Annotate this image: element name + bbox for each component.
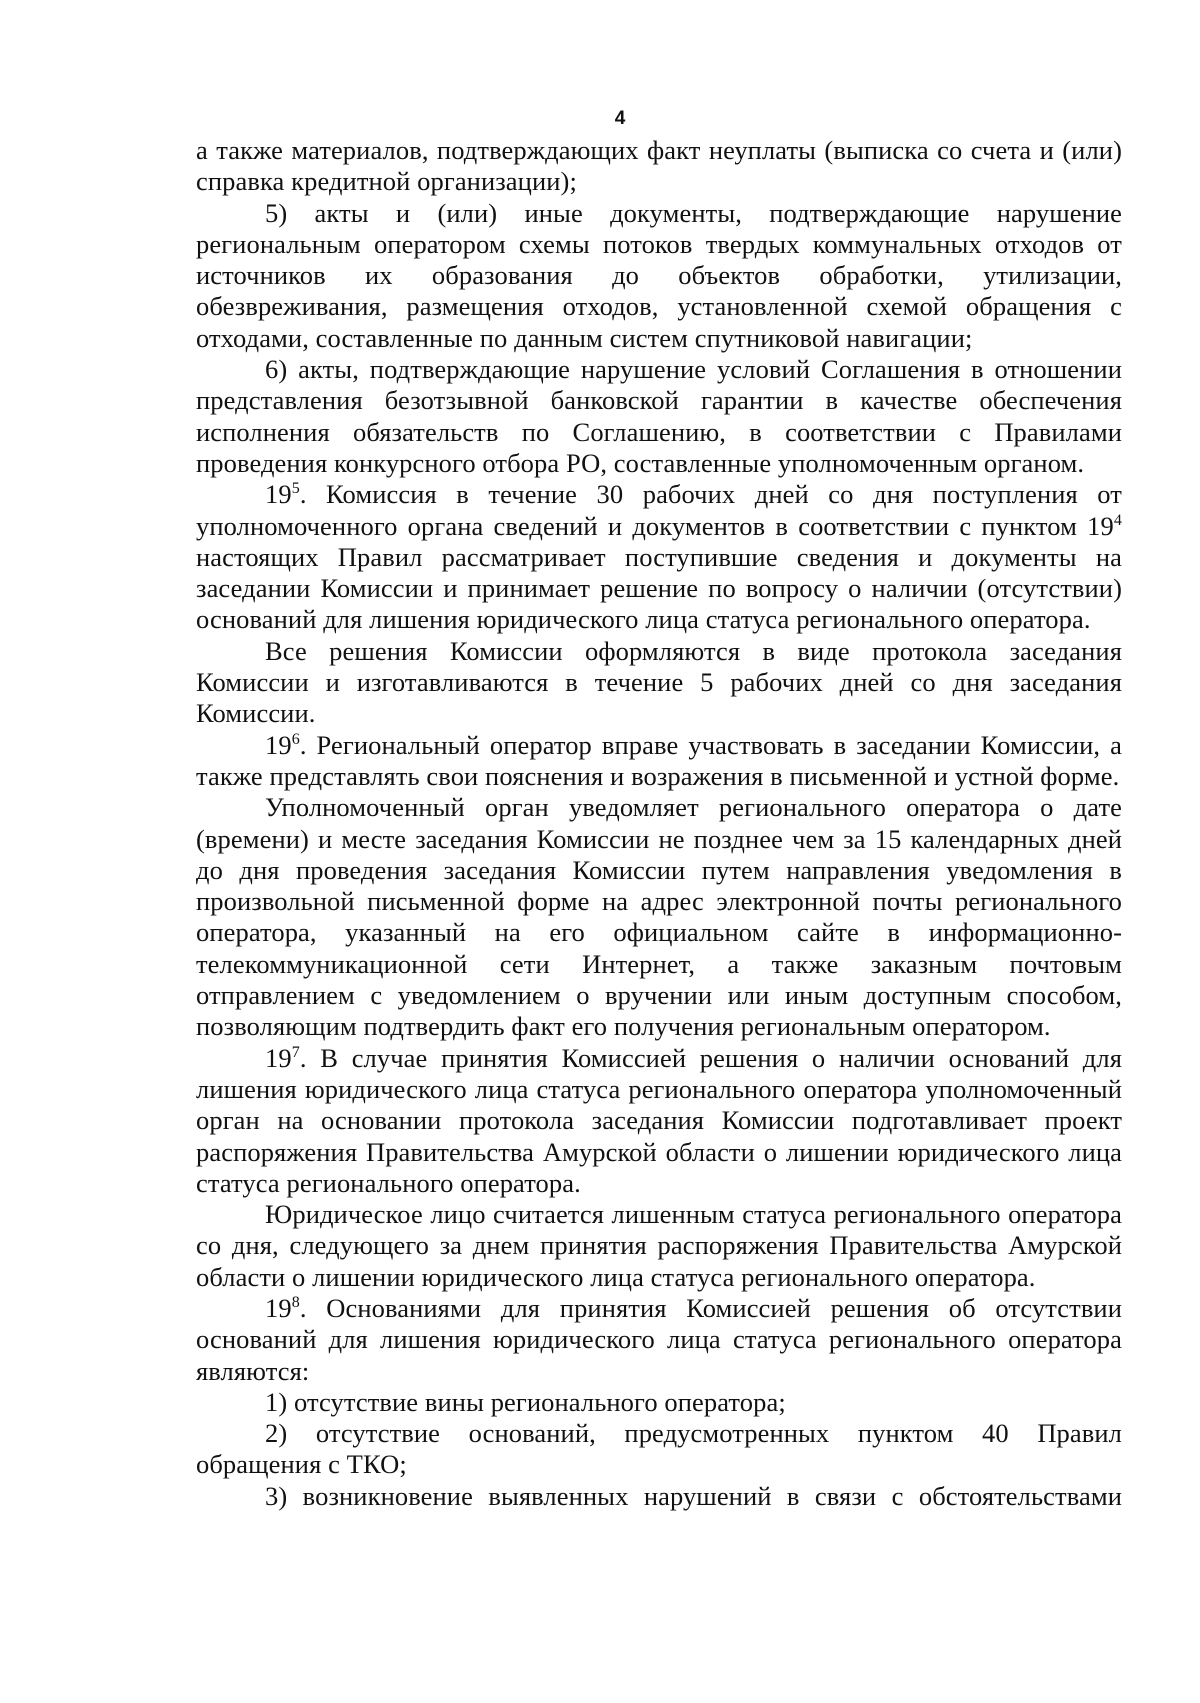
clause-text: . Региональный оператор вправе участвовать в заседании Комиссии, а также представлять свои пояснения и возражения в письменной и устной форме. — [196, 729, 1122, 791]
document-body — [196, 135, 1122, 1512]
clause-number: 19 — [265, 729, 292, 760]
clause-19-8 — [196, 1293, 1122, 1387]
paragraph-continuation: а также материалов, подтверждающих факт неуплаты (выписка со счета и (или) справка кредитной организации); — [196, 135, 1122, 197]
clause-19-7 — [196, 1043, 1122, 1199]
clause-superscript: 8 — [291, 1293, 300, 1311]
clause-number: 19 — [265, 1042, 292, 1073]
paragraph-status-loss: Юридическое лицо считается лишенным статуса регионального оператора со дня, следующего за днем принятия распоряжения Правительства Амурской области о лишении юридического лица статуса регионального оператора. — [196, 1199, 1122, 1292]
clause-text: . Основаниями для принятия Комиссией решения об отсутствии оснований для лишения юридического лица статуса регионального оператора являются: — [196, 1292, 1122, 1386]
clause-superscript: 5 — [291, 480, 300, 498]
list-item-5: 5) акты и (или) иные документы, подтверждающие нарушение региональным оператором схемы потоков твердых коммунальных отходов от источников их образования до объектов обработки, утилизации, обезвреживания, размещения отходов, установленной схемой обращения с отходами, составленные по данным систем спутниковой навигации; — [196, 197, 1122, 353]
clause-superscript: 6 — [291, 730, 300, 748]
list-item-1: 1) отсутствие вины регионального оператора; — [265, 1386, 786, 1417]
clause-19-6 — [196, 730, 1122, 793]
clause-text: . В случае принятия Комиссией решения о наличии оснований для лишения юридического лица статуса регионального оператора уполномоченный орган на основании протокола заседания Комиссии подготавливает проект распоряжения Правительства Амурской области о лишении юридического лица статуса регионального оператора. — [196, 1042, 1122, 1198]
clause-superscript: 7 — [291, 1043, 300, 1061]
list-item-2: 2) отсутствие оснований, предусмотренных пунктом 40 Правил обращения с ТКО; — [196, 1418, 1122, 1480]
paragraph-notification: Уполномоченный орган уведомляет регионального оператора о дате (времени) и месте заседания Комиссии не позднее чем за 15 календарных дней до дня проведения заседания Комиссии путем направления уведомления в произвольной письменной форме на адрес электронной почты регионального оператора, указанный на его официальном сайте в информационно-телекоммуникационной сети Интернет, а также заказным почтовым отправлением с уведомлением о вручении или иным доступным способом, позволяющим подтвердить факт его получения региональным оператором. — [196, 792, 1122, 1042]
page-number: 4 — [614, 108, 626, 129]
clause-number: 19 — [265, 1292, 292, 1323]
list-item-3: 3) возникновение выявленных нарушений в связи с обстоятельствами — [265, 1480, 1122, 1511]
clause-text: . Комиссия в течение 30 рабочих дней со дня поступления от уполномоченного органа сведений и документов в соответствии с пунктом 19 — [196, 479, 1122, 541]
clause-text-continued: настоящих Правил рассматривает поступившие сведения и документы на заседании Комиссии и принимает решение по вопросу о наличии (отсутствии) оснований для лишения юридического лица статуса регионального оператора. — [196, 541, 1122, 635]
list-item-6: 6) акты, подтверждающие нарушение условий Соглашения в отношении представления безотзывной банковской гарантии в качестве обеспечения исполнения обязательств по Соглашению, в соответствии с Правилами проведения конкурсного отбора РО, составленные уполномоченным органом. — [196, 354, 1122, 478]
paragraph-decisions: Все решения Комиссии оформляются в виде протокола заседания Комиссии и изготавливаются в течение 5 рабочих дней со дня заседания Комиссии. — [196, 635, 1122, 729]
reference-superscript: 4 — [1113, 511, 1122, 529]
clause-number: 19 — [265, 479, 292, 510]
clause-19-5 — [196, 479, 1122, 635]
